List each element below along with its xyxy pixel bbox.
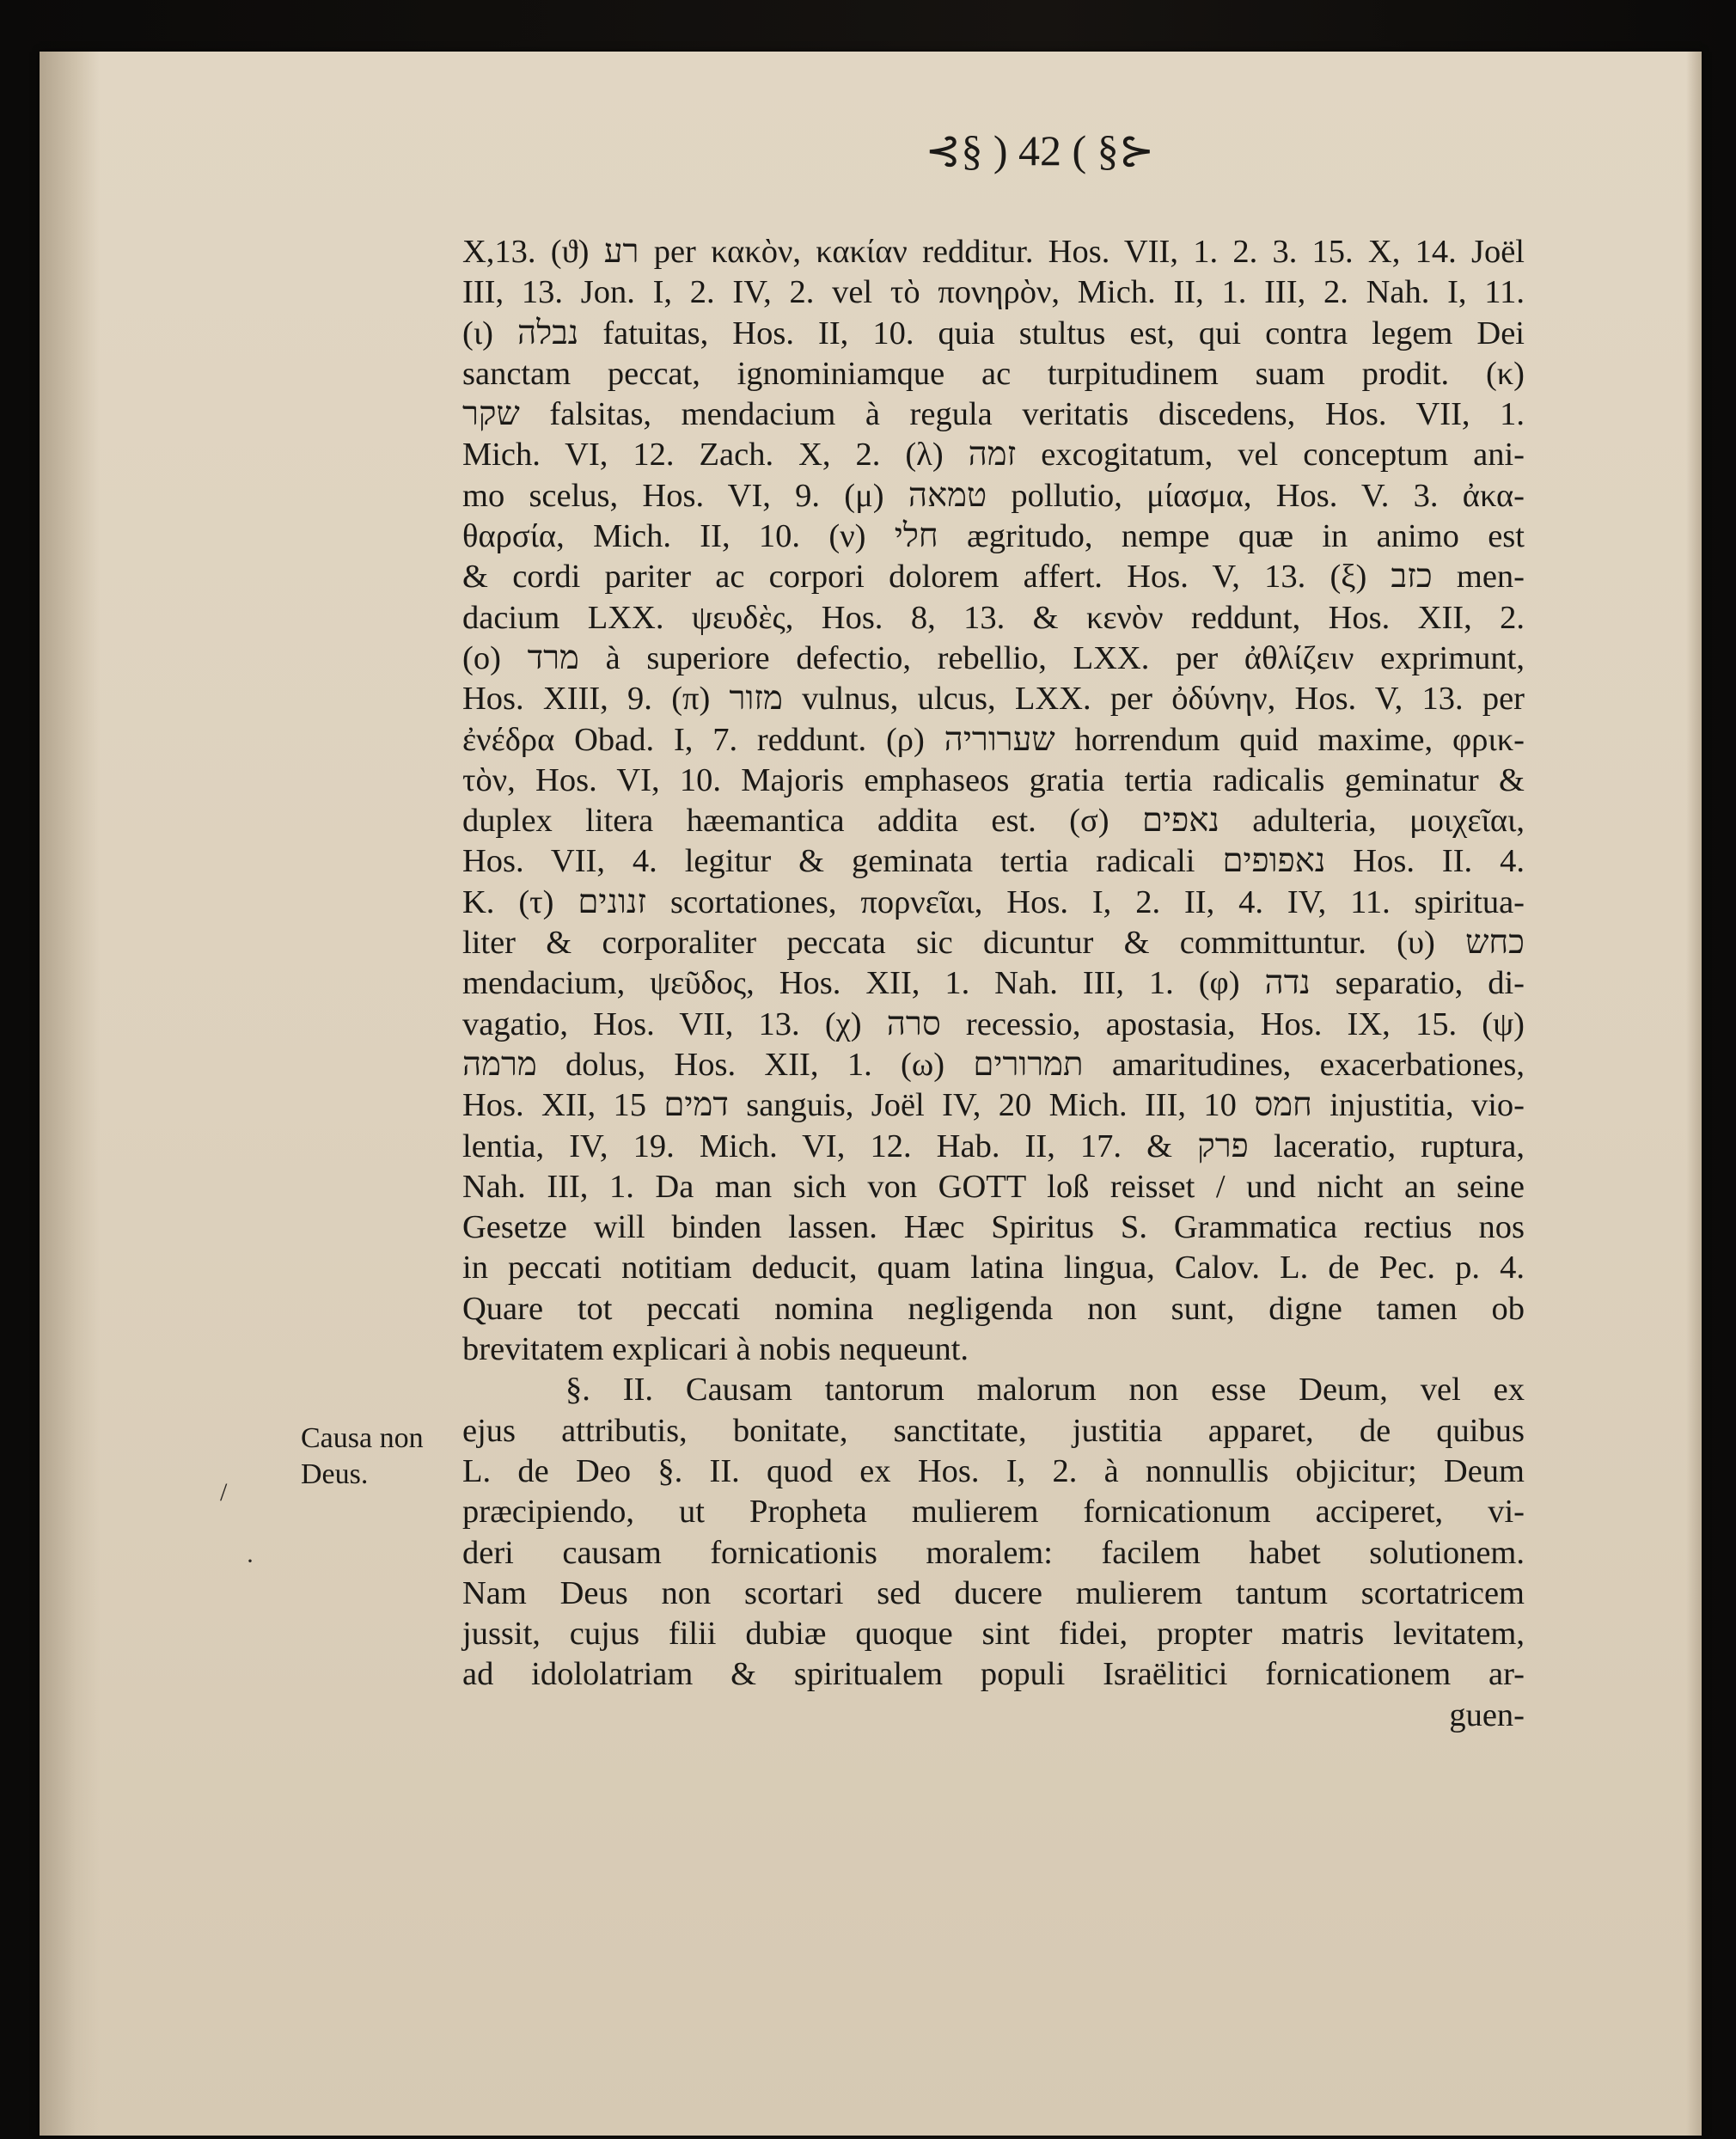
page-gutter (40, 52, 100, 2136)
text-line: vagatio, Hos. VII, 13. (χ) סרה recessio, apostasia, Hos. IX, 15. (ψ) (462, 1005, 1525, 1042)
text-line: liter & corporaliter peccata sic dicuntur & committuntur. (υ) כחש (462, 925, 1525, 962)
text-line: sanctam peccat, ignominiamque ac turpitudinem suam prodit. (κ) (462, 355, 1525, 392)
text-line: dacium LXX. ψευδὲς, Hos. 8, 13. & κενὸν reddunt, Hos. XII, 2. (462, 599, 1525, 636)
text-line: (ι) נבלה fatuitas, Hos. II, 10. quia stultus est, qui contra legem Dei (462, 315, 1525, 351)
text-line: lentia, IV, 19. Mich. VI, 12. Hab. II, 17. & פרק laceratio, ruptura, (462, 1128, 1525, 1164)
text-line: Mich. VI, 12. Zach. X, 2. (λ) זמה excogitatum, vel conceptum ani- (462, 437, 1525, 474)
text-line: שקר falsitas, mendacium à regula veritatis discedens, Hos. VII, 1. (462, 396, 1525, 433)
text-line: Hos. XII, 15 דמים sanguis, Joël IV, 20 Mich. III, 10 חמס injustitia, vio- (462, 1087, 1525, 1124)
text-line: L. de Deo §. II. quod ex Hos. I, 2. à nonnullis objicitur; Deum (462, 1452, 1525, 1489)
section-heading-line: §. II. Causam tantorum malorum non esse Deum, vel ex (565, 1372, 1525, 1409)
text-line: & cordi pariter ac corpori dolorem affert. Hos. V, 13. (ξ) כזב men- (462, 559, 1525, 596)
margin-speck: / (220, 1478, 228, 1506)
text-line: Nam Deus non scortari sed ducere mulierem tantum scortatricem (462, 1574, 1525, 1611)
text-line: deri causam fornicationis moralem: facilem habet solutionem. (462, 1534, 1525, 1571)
text-line: θαρσία, Mich. II, 10. (ν) חלי ægritudo, nempe quæ in animo est (462, 518, 1525, 555)
text-line: Hos. XIII, 9. (π) מזור vulnus, ulcus, LXX. per ὀδύνην, Hos. V, 13. per (462, 681, 1525, 718)
margin-speck: · (246, 1547, 254, 1575)
text-line: (ο) מרד à superiore defectio, rebellio, LXX. per ἀθλίζειν exprimunt, (462, 639, 1525, 676)
text-line: מרמה dolus, Hos. XII, 1. (ω) תמרורים amaritudines, exacerbationes, (462, 1046, 1525, 1083)
text-line: præcipiendo, ut Propheta mulierem fornicationum acciperet, vi- (462, 1494, 1525, 1531)
page-edge (1686, 52, 1702, 2136)
marginal-note-line: Deus. (301, 1458, 369, 1490)
text-line: Quare tot peccati nomina negligenda non sunt, digne tamen ob (462, 1290, 1525, 1327)
marginal-note-line: Causa non (301, 1422, 424, 1454)
catchword: guen- (1449, 1696, 1525, 1733)
text-line: mendacium, ψεῦδος, Hos. XII, 1. Nah. III, 1. (φ) נדה separatio, di- (462, 965, 1525, 1002)
text-line: jussit, cujus filii dubiæ quoque sint fidei, propter matris levitatem, (462, 1616, 1525, 1653)
text-line: brevitatem explicari à nobis nequeunt. (462, 1331, 969, 1368)
text-line: K. (τ) זנונים scortationes, πορνεῖαι, Hos. I, 2. II, 4. IV, 11. spiritua- (462, 883, 1525, 920)
text-line: mo scelus, Hos. VI, 9. (μ) טמאה pollutio, μίασμα, Hos. V. 3. ἀκα- (462, 477, 1525, 514)
body-text (462, 232, 1525, 1736)
marginal-note (301, 1421, 464, 1493)
text-line: ἐνέδρα Obad. I, 7. reddunt. (ρ) שערוריה horrendum quid maxime, φρικ- (462, 721, 1525, 758)
text-line: in peccati notitiam deducit, quam latina lingua, Calov. L. de Pec. p. 4. (462, 1250, 1525, 1286)
text-line: Nah. III, 1. Da man sich von GOTT loß reisset / und nicht an seine (462, 1168, 1525, 1205)
text-line: III, 13. Jon. I, 2. IV, 2. vel τὸ πονηρὸν, Mich. II, 1. III, 2. Nah. I, 11. (462, 274, 1525, 311)
text-line: ad idololatriam & spiritualem populi Israëlitici fornicationem ar- (462, 1656, 1525, 1693)
text-line: duplex litera hæemantica addita est. (σ) נאפים adulteria, μοιχεῖαι, (462, 803, 1525, 840)
text-line: ejus attributis, bonitate, sanctitate, justitia apparet, de quibus (462, 1412, 1525, 1449)
text-line: Hos. VII, 4. legitur & geminata tertia radicali נאפופים Hos. II. 4. (462, 843, 1525, 880)
text-line: Gesetze will binden lassen. Hæc Spiritus S. Grammatica rectius nos (462, 1209, 1525, 1246)
text-line: τὸν, Hos. VI, 10. Majoris emphaseos gratia tertia radicalis geminatur & (462, 761, 1525, 798)
text-line: X,13. (ϑ) רע per κακὸν, κακίαν redditur. Hos. VII, 1. 2. 3. 15. X, 14. Joël (462, 234, 1525, 270)
page-header: ⊰§ ) 42 ( §⊱ (925, 126, 1155, 174)
